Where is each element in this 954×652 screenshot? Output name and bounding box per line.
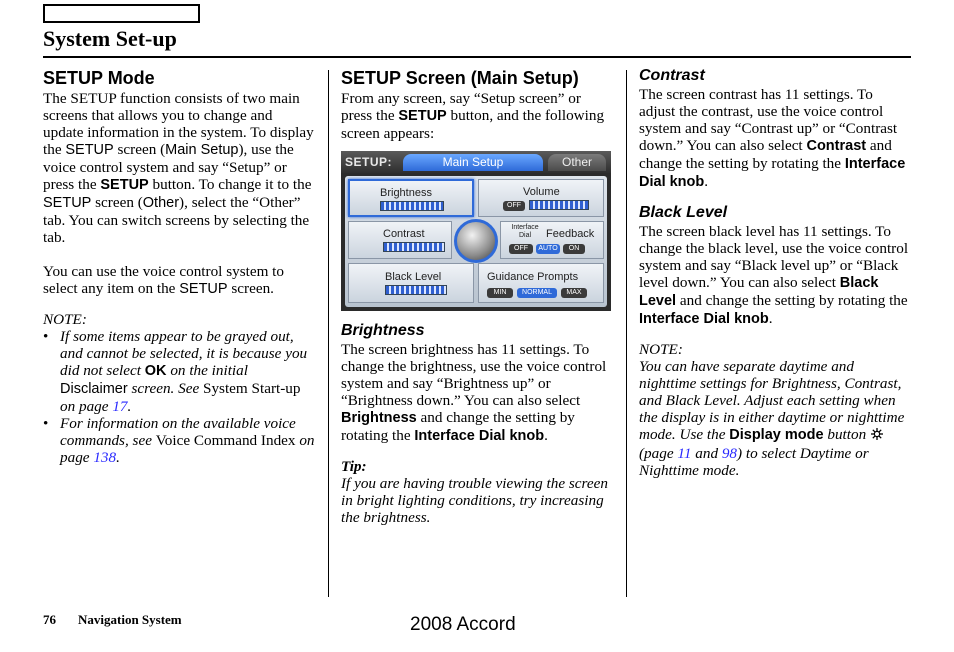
black-level-label: Black Level — [385, 271, 442, 283]
column-divider-1 — [328, 70, 329, 597]
black-level-term: Black Level — [639, 275, 879, 309]
black-level-paragraph — [639, 223, 911, 328]
guidance-normal-option[interactable]: NORMAL — [517, 288, 557, 298]
text: screen. See — [127, 380, 204, 397]
brightness-term: Brightness — [341, 410, 417, 426]
screen-panel — [345, 176, 607, 307]
tab-main-setup[interactable]: Main Setup — [403, 154, 543, 171]
black-level-heading: Black Level — [639, 204, 728, 221]
text: ), select the “Other” tab. You can switch screens by selecting the tab. — [43, 194, 310, 246]
sun-moon-icon — [870, 427, 900, 445]
text: ), use the voice control system and say “Setup” or press the — [43, 141, 294, 193]
setup-mode-heading: SETUP Mode — [43, 68, 155, 88]
contrast-term: Contrast — [806, 138, 867, 154]
brightness-bar — [380, 201, 444, 211]
text: screen ( — [91, 194, 143, 211]
note-paragraph — [639, 358, 911, 479]
note-heading: NOTE: — [43, 311, 87, 328]
text: The screen black level has 11 settings. To change the black level, use the voice control system and say “Black level up” or “Black level down.” You can also select — [639, 223, 909, 291]
tip-text: If you are having trouble viewing the screen in bright lighting conditions, try increasing the brightness. — [341, 475, 608, 526]
feedback-cell[interactable] — [500, 221, 604, 259]
column-contrast-black-level — [639, 66, 911, 479]
text: . — [768, 310, 773, 327]
page-link-17[interactable]: 17 — [112, 398, 128, 415]
text: button. To change it to the — [148, 176, 312, 193]
text: . — [127, 398, 132, 415]
screen-label: SETUP: — [345, 155, 393, 169]
setup-button-term: SETUP — [398, 108, 447, 124]
note-item — [60, 328, 315, 415]
text: screen. — [227, 280, 274, 297]
contrast-paragraph — [639, 86, 911, 191]
text: If some items appear to be grayed out, and cannot be selected, it is because you did not select — [60, 328, 308, 379]
brightness-label: Brightness — [380, 187, 432, 199]
page-link-11[interactable]: 11 — [677, 444, 692, 462]
other-term: Other — [142, 195, 180, 211]
black-level-bar — [385, 285, 447, 295]
setup-term: SETUP — [65, 142, 114, 158]
text: You can have separate daytime and nighttime settings for Brightness, Contrast, and Black Level. Adjust each setting when the display is in either daytime or nighttime mode. Use the — [639, 358, 905, 443]
volume-bar — [529, 200, 589, 210]
text: For information on the available voice commands, see — [60, 415, 296, 449]
xref-voice-command-index: Voice Command Index — [155, 432, 296, 449]
guidance-prompts-label: Guidance Prompts — [487, 271, 579, 283]
ok-term: OK — [144, 363, 167, 379]
setup-screen-heading: SETUP Screen (Main Setup) — [341, 68, 579, 88]
setup-screen-paragraph — [341, 90, 611, 142]
interface-dial-knob-term: Interface Dial knob — [639, 311, 769, 327]
black-level-cell[interactable] — [348, 263, 474, 303]
text: and change the setting by rotating the — [639, 137, 892, 172]
setup-term: SETUP — [43, 195, 92, 211]
text: ) to select Daytime or Nighttime mode. — [639, 444, 869, 479]
text: From any screen, say “Setup screen” or press the — [341, 90, 581, 124]
guidance-prompts-cell[interactable] — [478, 263, 604, 303]
text: button — [823, 426, 870, 443]
guidance-min-option[interactable]: MIN — [487, 288, 513, 298]
column-setup-screen — [341, 66, 611, 526]
text: and change the setting by rotating the — [676, 292, 908, 309]
page-title: System Set-up — [43, 26, 177, 51]
setup-mode-paragraph — [43, 90, 315, 246]
note-list — [43, 328, 315, 466]
tip-heading: Tip: — [341, 458, 367, 475]
volume-cell[interactable] — [478, 179, 604, 217]
text: button, and the following screen appears: — [341, 107, 605, 142]
display-mode-term: Display mode — [729, 427, 824, 443]
page-link-138[interactable]: 138 — [93, 449, 117, 466]
title-rule — [43, 56, 911, 58]
note-heading: NOTE: — [639, 341, 683, 358]
volume-off-option[interactable]: OFF — [503, 201, 525, 211]
volume-label: Volume — [523, 186, 560, 198]
tab-other[interactable]: Other — [548, 154, 606, 171]
contrast-heading: Contrast — [639, 67, 705, 84]
text: You can use the voice control system to select any item on the — [43, 263, 284, 297]
text: The screen contrast has 11 settings. To adjust the contrast, use the voice control system and say “Contrast up” or “Contrast down.” You can also select — [639, 86, 898, 154]
text: on page — [60, 432, 315, 466]
text: The screen brightness has 11 settings. To change the brightness, use the voice control system and say “Brightness up” or “Brightness down.” You can also select — [341, 341, 607, 409]
interface-dial-knob-term: Interface Dial knob — [639, 156, 906, 190]
column-divider-2 — [626, 70, 627, 597]
text: screen ( — [113, 141, 166, 158]
feedback-on-option[interactable]: ON — [563, 244, 585, 254]
text: and change the setting by rotating the — [341, 409, 575, 444]
column-setup-mode — [43, 66, 315, 466]
text: on page — [60, 398, 113, 415]
brightness-paragraph — [341, 341, 611, 445]
feedback-label: Feedback — [546, 228, 595, 240]
page-link-98[interactable]: 98 — [721, 444, 738, 462]
contrast-cell[interactable] — [348, 221, 452, 259]
contrast-label: Contrast — [383, 228, 425, 240]
xref-system-startup: System Start-up — [203, 380, 301, 397]
brightness-heading: Brightness — [341, 322, 425, 339]
feedback-auto-option[interactable]: AUTO — [536, 244, 560, 254]
note-item — [60, 415, 315, 466]
footer-section: Navigation System — [78, 612, 182, 627]
text: (page — [639, 444, 678, 462]
guidance-max-option[interactable]: MAX — [561, 288, 587, 298]
setup-screen-image — [341, 151, 611, 311]
setup-term: SETUP — [179, 281, 228, 297]
disclaimer-term: Disclaimer — [60, 381, 128, 397]
text: . — [116, 449, 120, 466]
setup-button-term: SETUP — [100, 177, 149, 193]
text: . — [704, 173, 709, 190]
brightness-cell[interactable] — [348, 179, 474, 217]
text: . — [544, 427, 548, 444]
text: on the initial — [166, 362, 248, 379]
feedback-off-option[interactable]: OFF — [509, 244, 533, 254]
page-number: 76 — [43, 612, 56, 627]
footer-model: 2008 Accord — [410, 614, 516, 635]
text: The SETUP function consists of two main screens that allows you to change and update information in the system. To display the — [43, 90, 314, 158]
header-tab-box — [43, 4, 200, 23]
interface-dial-knob-icon — [454, 219, 498, 263]
voice-control-paragraph — [43, 263, 315, 298]
contrast-bar — [383, 242, 445, 252]
main-setup-term: Main Setup — [165, 142, 239, 158]
interface-dial-label: Interface Dial — [511, 224, 539, 239]
text: and — [691, 444, 722, 462]
interface-dial-knob-term: Interface Dial knob — [414, 428, 545, 444]
